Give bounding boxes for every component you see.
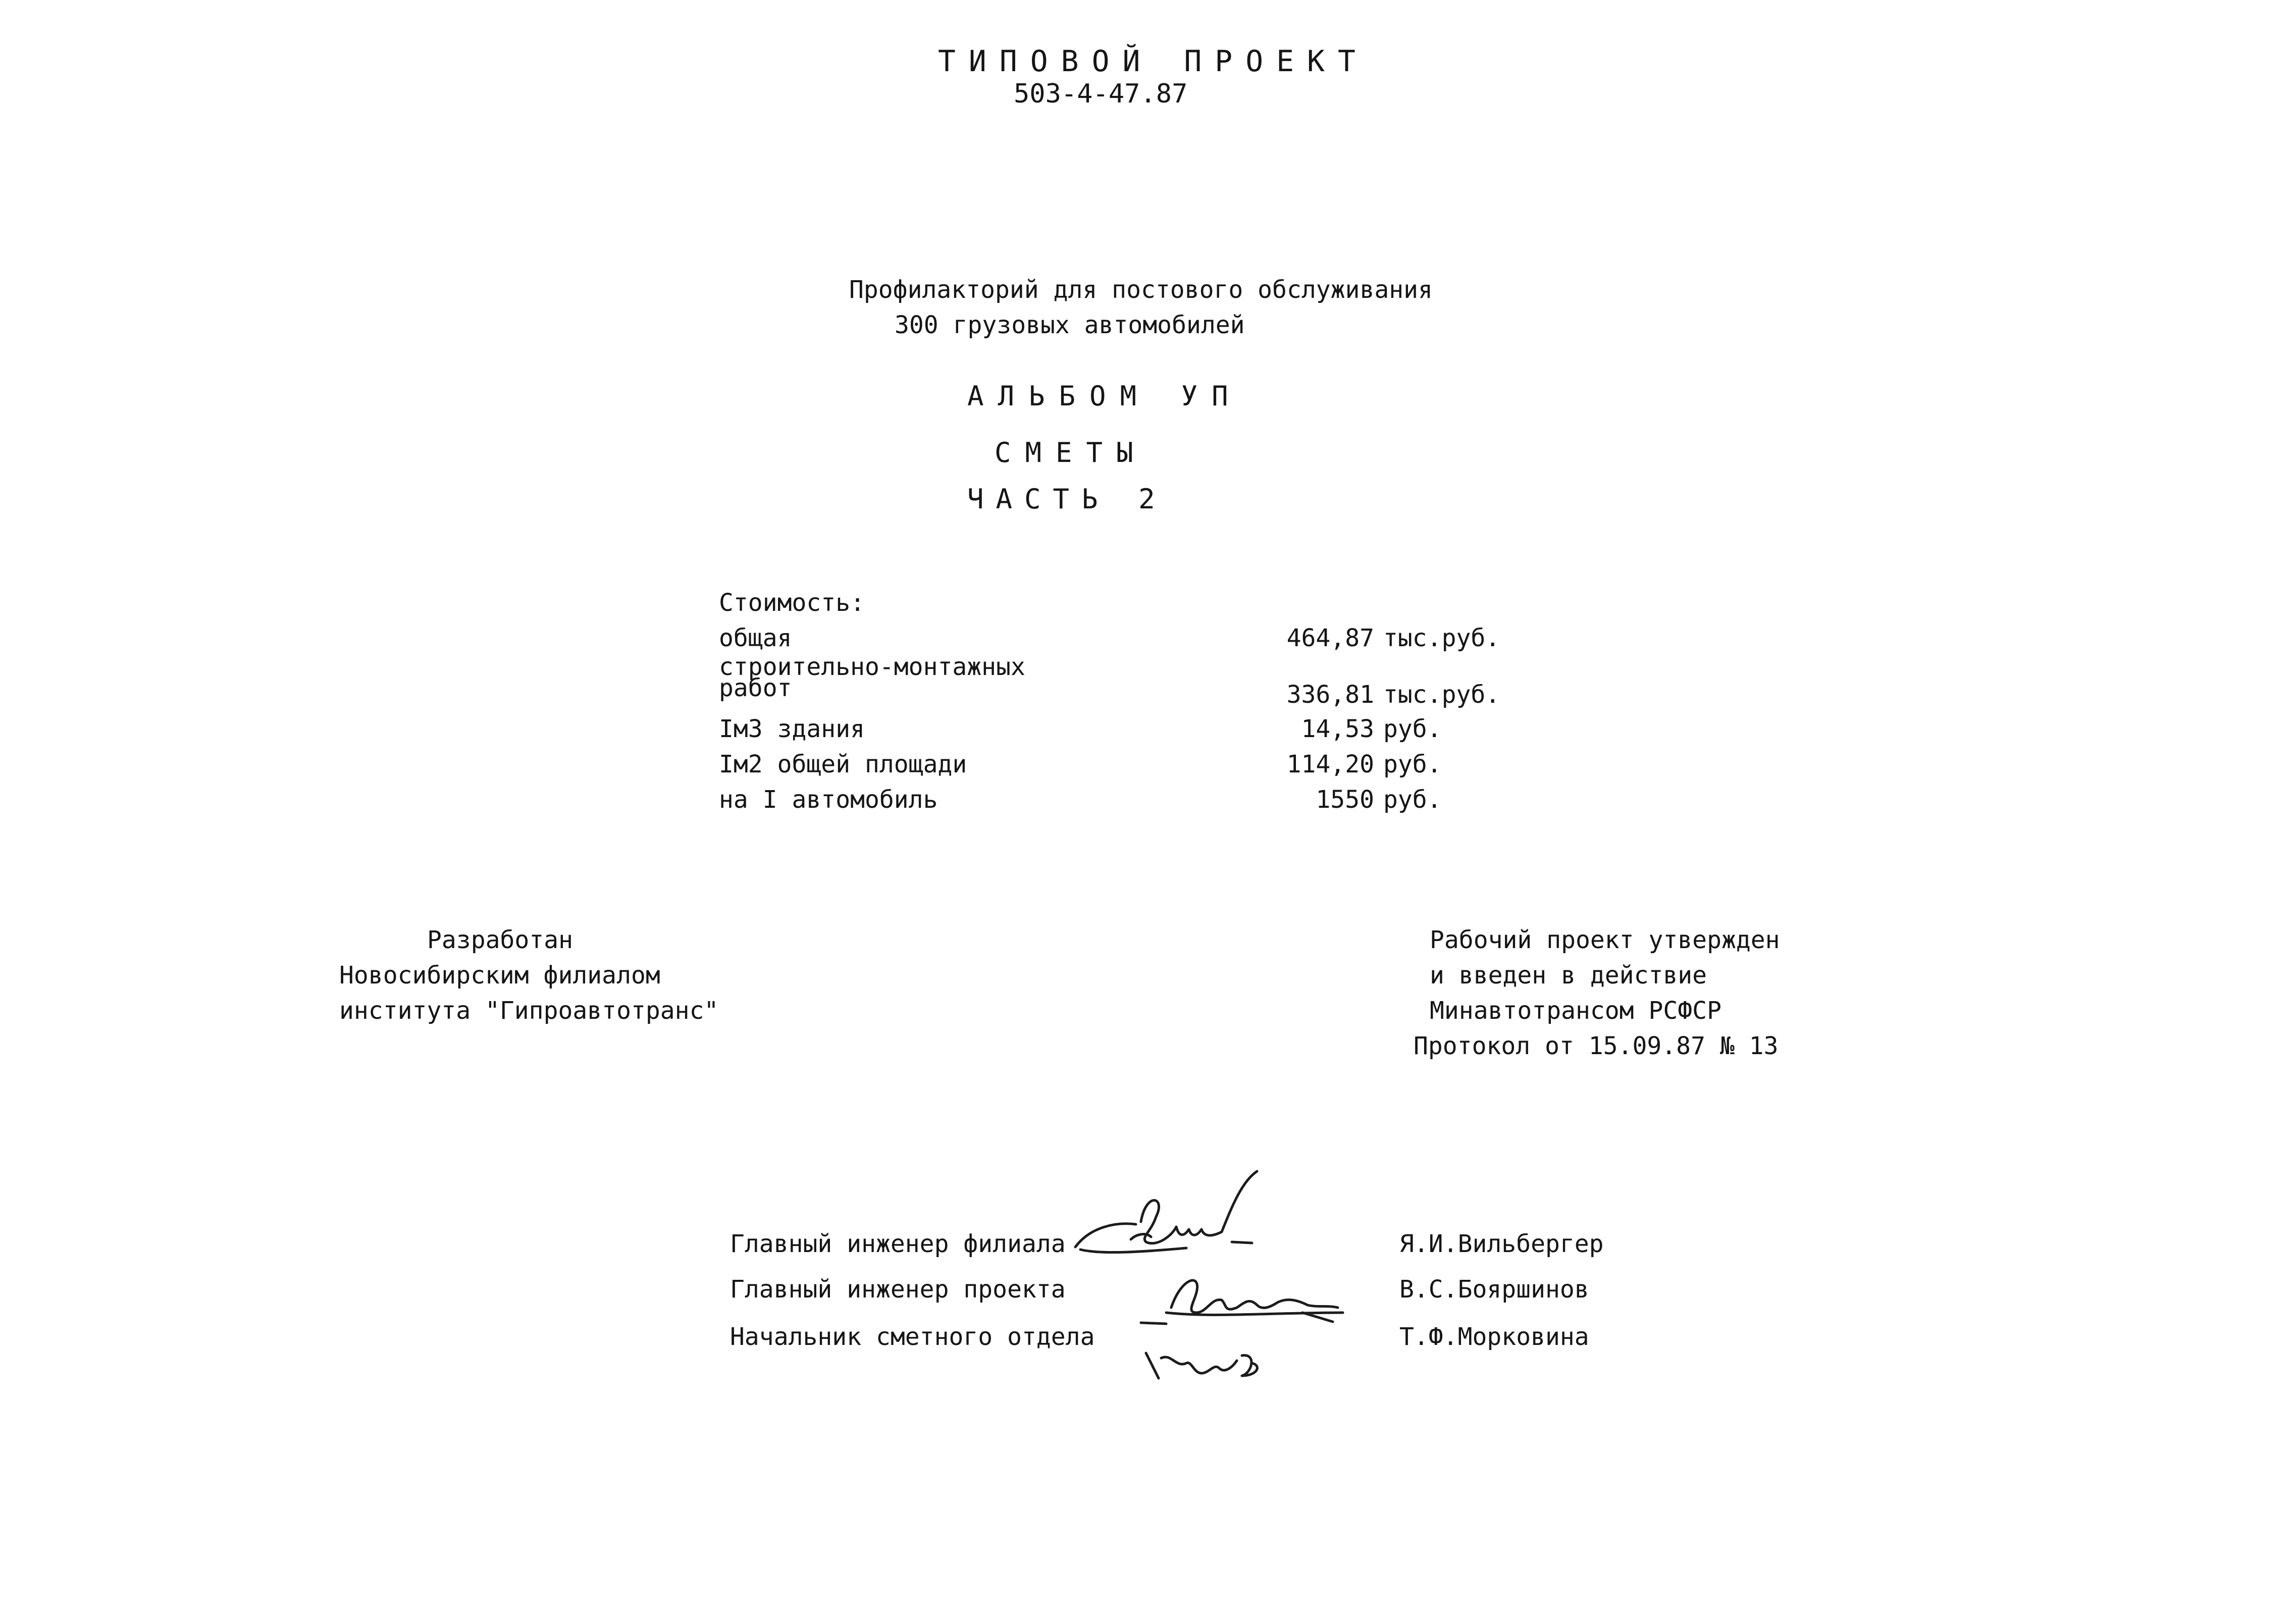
signature-head-estimates bbox=[1146, 1353, 1257, 1378]
project-subtitle-line-2: 300 грузовых автомобилей bbox=[895, 311, 1245, 339]
approval-line-1: Рабочий проект утвержден bbox=[1430, 926, 1780, 954]
approval-line-3: Минавтотрансом РСФСР bbox=[1430, 997, 1721, 1025]
signatory-name: В.С.Бояршинов bbox=[1399, 1275, 1589, 1304]
signatory-name: Я.И.Вильбергер bbox=[1399, 1230, 1604, 1258]
cost-row-name: Iм3 здания bbox=[719, 715, 865, 743]
project-subtitle-line-1: Профилакторий для постового обслуживания bbox=[849, 276, 1433, 304]
cost-row-unit: руб. bbox=[1383, 786, 1442, 814]
project-code: 503-4-47.87 bbox=[1014, 79, 1188, 109]
cost-row-value: 336,81 bbox=[1286, 681, 1374, 709]
handwritten-signatures bbox=[1070, 1161, 1393, 1393]
document-type-title: ТИПОВОЙ ПРОЕКТ bbox=[938, 44, 1369, 78]
part-heading: ЧАСТЬ 2 bbox=[967, 483, 1167, 515]
cost-row-value: 464,87 bbox=[1286, 624, 1374, 652]
cost-row-name: на I автомобиль bbox=[719, 786, 938, 814]
estimates-heading: СМЕТЫ bbox=[995, 437, 1147, 469]
album-label: АЛЬБОМ УП bbox=[967, 380, 1242, 412]
cost-row-value: 114,20 bbox=[1286, 750, 1374, 778]
cost-row-unit: руб. bbox=[1383, 715, 1442, 743]
signature-chief-engineer-project bbox=[1141, 1280, 1343, 1324]
cost-row-unit: тыс.руб. bbox=[1383, 624, 1500, 652]
cost-row-unit: руб. bbox=[1383, 750, 1442, 778]
signatory-role: Начальник сметного отдела bbox=[730, 1323, 1095, 1351]
cost-row-name: строительно-монтажных работ bbox=[719, 653, 1025, 702]
cost-row-value: 14,53 bbox=[1301, 715, 1374, 743]
approval-line-2: и введен в действие bbox=[1430, 961, 1707, 990]
cost-label: Стоимость: bbox=[719, 589, 865, 617]
signatory-name: Т.Ф.Морковина bbox=[1399, 1323, 1589, 1351]
cost-row-name: Iм2 общей площади bbox=[719, 750, 967, 778]
signatory-role: Главный инженер проекта bbox=[730, 1275, 1066, 1304]
developer-line-2: Новосибирским филиалом bbox=[339, 961, 660, 990]
signatory-role: Главный инженер филиала bbox=[730, 1230, 1066, 1258]
approval-line-4: Протокол от 15.09.87 № 13 bbox=[1414, 1032, 1779, 1060]
cost-row-unit: тыс.руб. bbox=[1383, 681, 1500, 709]
developer-line-1: Разработан bbox=[427, 926, 573, 954]
cost-row-value: 1550 bbox=[1316, 786, 1374, 814]
developer-line-3: института "Гипроавтотранс" bbox=[339, 997, 719, 1025]
cost-row-name: общая bbox=[719, 624, 792, 652]
signature-chief-engineer-branch bbox=[1075, 1171, 1257, 1253]
